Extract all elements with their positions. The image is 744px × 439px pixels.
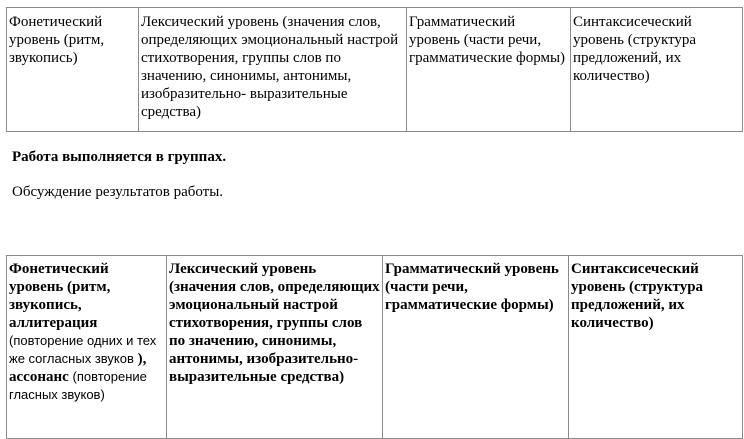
syntactic-level-cell: Синтаксисеческий уровень (структура предложений, их количество) [571,8,743,132]
phonetic-level-cell: Фонетический уровень (ритм, звукопись) [7,8,139,132]
levels-table-bottom [6,255,743,439]
table-row [7,8,743,132]
grammatical-level-cell: Грамматический уровень (части речи, грамматические формы) [407,8,571,132]
alliteration-note: (повторение одних и тех же согласных звуков [9,333,157,366]
levels-table-top [6,7,743,132]
lexical-level-cell: Лексический уровень (значения слов, определяющих эмоциональный настрой стихотворения, группы слов по значению, синонимы, антонимы, изобразительно-выразительные средства) [167,256,383,439]
phonetic-level-cell [7,256,167,439]
discussion-text: Обсуждение результатов работы. [12,184,224,200]
lexical-level-cell: Лексический уровень (значения слов, определяющих эмоциональный настрой стихотворения, группы слов по значению, синонимы, антонимы, изобразительно- выразительные средства) [139,8,407,132]
assonance-label: ), ассонанс [9,351,147,385]
table-row [7,256,743,439]
group-work-heading: Работа выполняется в группах. [12,149,227,165]
assonance-note: (повторение гласных звуков) [9,369,147,402]
syntactic-level-cell: Синтаксисеческий уровень (структура предложений, их количество) [569,256,743,439]
phonetic-intro-text: Фонетический уровень (ритм, звукопись, аллитерация [9,261,111,331]
grammatical-level-cell: Грамматический уровень (части речи, грамматические формы) [383,256,569,439]
